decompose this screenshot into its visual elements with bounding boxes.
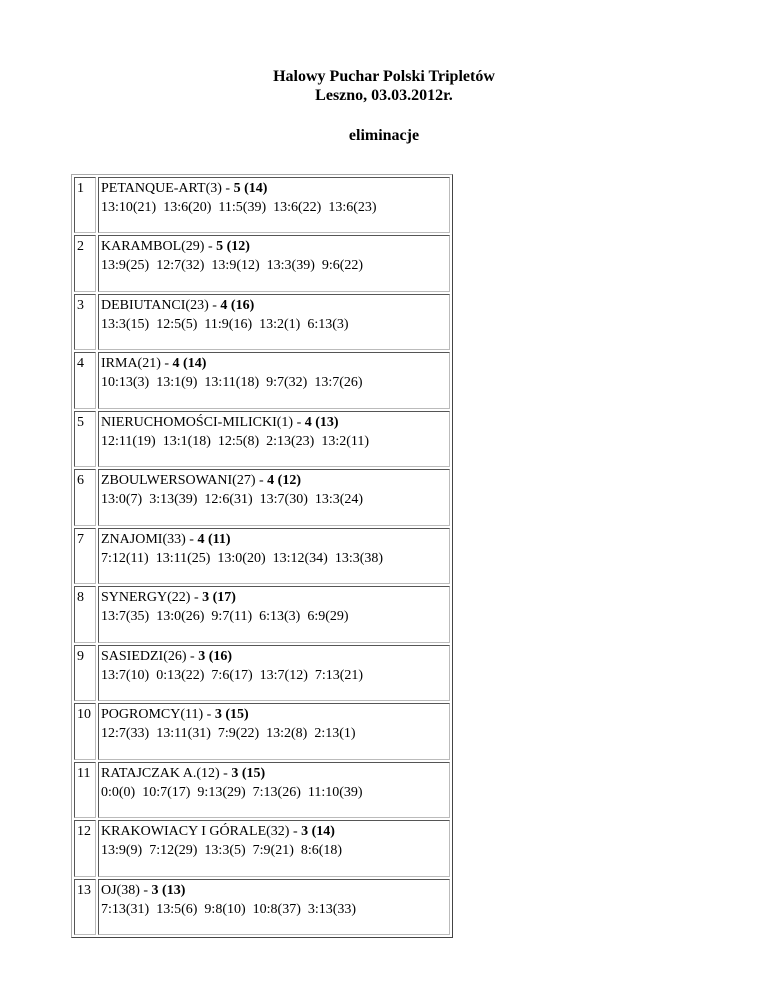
rank-cell: 11	[74, 762, 96, 818]
rank-cell: 1	[74, 177, 96, 233]
team-name: NIERUCHOMOŚCI-MILICKI(1) -	[101, 414, 305, 430]
team-cell	[98, 645, 450, 701]
team-score: 3 (16)	[198, 648, 233, 664]
match-results: 13:9(9) 7:12(29) 13:3(5) 7:9(21) 8:6(18)	[101, 843, 343, 859]
match-results: 12:11(19) 13:1(18) 12:5(8) 2:13(23) 13:2(11)	[101, 433, 370, 449]
rank-cell: 8	[74, 586, 96, 642]
team-cell	[98, 762, 450, 818]
team-name: POGROMCY(11) -	[101, 707, 215, 723]
rank-cell: 6	[74, 469, 96, 525]
team-name: RATAJCZAK A.(12) -	[101, 765, 232, 781]
rank-cell: 10	[74, 703, 96, 759]
team-score: 4 (12)	[267, 473, 301, 489]
team-name: IRMA(21) -	[101, 356, 173, 372]
rank-cell: 12	[74, 820, 96, 876]
table-row	[74, 235, 450, 291]
team-line	[101, 530, 447, 549]
match-results: 0:0(0) 10:7(17) 9:13(29) 7:13(26) 11:10(39)	[101, 784, 363, 800]
team-line	[101, 822, 447, 841]
section-title: eliminacje	[348, 127, 420, 144]
team-cell	[98, 469, 450, 525]
team-cell	[98, 294, 450, 350]
match-results: 13:10(21) 13:6(20) 11:5(39) 13:6(22) 13:6(23)	[101, 200, 377, 215]
table-row	[74, 352, 450, 408]
results-table	[71, 174, 453, 938]
table-row	[74, 469, 450, 525]
team-name: ZBOULWERSOWANI(27) -	[101, 473, 268, 489]
team-line	[101, 179, 447, 198]
rank-cell: 5	[74, 411, 96, 467]
team-score: 3 (15)	[231, 765, 266, 781]
team-line	[101, 881, 447, 900]
team-cell	[98, 586, 450, 642]
team-line	[101, 471, 447, 490]
team-line	[101, 354, 447, 373]
team-name: SYNERGY(22) -	[101, 590, 203, 606]
team-score: 3 (13)	[151, 882, 186, 898]
team-cell	[98, 411, 450, 467]
team-cell	[98, 352, 450, 408]
table-row	[74, 879, 450, 935]
team-cell	[98, 703, 450, 759]
team-score: 4 (13)	[304, 414, 339, 430]
team-line	[101, 237, 447, 256]
match-results: 7:13(31) 13:5(6) 9:8(10) 10:8(37) 3:13(33)	[101, 901, 357, 917]
page-title: Halowy Puchar Polski Tripletów	[273, 68, 495, 85]
rank-cell: 3	[74, 294, 96, 350]
team-name: OJ(38) -	[101, 882, 152, 898]
rank-cell: 2	[74, 235, 96, 291]
match-results: 10:13(3) 13:1(9) 13:11(18) 9:7(32) 13:7(26)	[101, 375, 363, 391]
team-line	[101, 588, 447, 607]
team-cell	[98, 528, 450, 584]
team-name: SASIEDZI(26) -	[101, 648, 199, 664]
event-location-date: Leszno, 03.03.2012r.	[315, 87, 453, 104]
table-row	[74, 703, 450, 759]
team-name: KARAMBOL(29) -	[101, 239, 217, 255]
table-row	[74, 177, 450, 233]
team-line	[101, 764, 447, 783]
team-score: 4 (16)	[220, 297, 255, 313]
rank-cell: 9	[74, 645, 96, 701]
match-results: 13:3(15) 12:5(5) 11:9(16) 13:2(1) 6:13(3)	[101, 316, 349, 332]
team-score: 3 (17)	[202, 590, 236, 606]
team-line	[101, 647, 447, 666]
team-score: 3 (14)	[301, 824, 335, 840]
table-row	[74, 294, 450, 350]
team-score: 4 (11)	[197, 531, 231, 547]
team-name: DEBIUTANCI(23) -	[101, 297, 221, 313]
team-line	[101, 413, 447, 432]
team-score: 4 (14)	[172, 356, 207, 372]
match-results: 13:7(10) 0:13(22) 7:6(17) 13:7(12) 7:13(21)	[101, 667, 364, 683]
match-results: 7:12(11) 13:11(25) 13:0(20) 13:12(34) 13:3(38)	[101, 550, 384, 566]
table-row	[74, 586, 450, 642]
match-results: 12:7(33) 13:11(31) 7:9(22) 13:2(8) 2:13(1)	[101, 726, 356, 742]
table-row	[74, 645, 450, 701]
table-row	[74, 528, 450, 584]
rank-cell: 4	[74, 352, 96, 408]
team-name: PETANQUE-ART(3) -	[101, 181, 234, 196]
team-name: ZNAJOMI(33) -	[101, 531, 198, 547]
table-row	[74, 820, 450, 876]
team-cell	[98, 820, 450, 876]
team-cell	[98, 177, 450, 233]
team-name: KRAKOWIACY I GÓRALE(32) -	[101, 824, 302, 840]
team-line	[101, 705, 447, 724]
team-cell	[98, 879, 450, 935]
team-score: 3 (15)	[214, 707, 249, 723]
team-line	[101, 296, 447, 315]
rank-cell: 13	[74, 879, 96, 935]
table-row	[74, 762, 450, 818]
match-results: 13:7(35) 13:0(26) 9:7(11) 6:13(3) 6:9(29)	[101, 609, 349, 625]
rank-cell: 7	[74, 528, 96, 584]
team-score: 5 (14)	[233, 181, 268, 196]
table-row	[74, 411, 450, 467]
team-cell	[98, 235, 450, 291]
match-results: 13:0(7) 3:13(39) 12:6(31) 13:7(30) 13:3(24)	[101, 492, 364, 508]
match-results: 13:9(25) 12:7(32) 13:9(12) 13:3(39) 9:6(22)	[101, 258, 364, 274]
team-score: 5 (12)	[216, 239, 250, 255]
